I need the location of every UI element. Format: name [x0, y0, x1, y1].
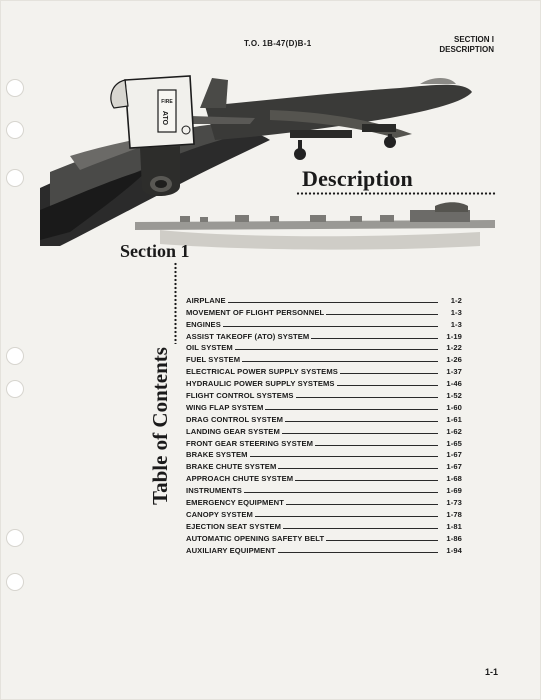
toc-entry-label: APPROACH CHUTE SYSTEM: [186, 474, 294, 484]
toc-entry: [186, 436, 462, 448]
toc-entry-label: WING FLAP SYSTEM: [186, 402, 264, 412]
table-of-contents: [186, 293, 462, 555]
section-header-line: SECTION I: [453, 35, 494, 44]
toc-entry-page: 1-81: [446, 521, 462, 531]
section-title: Section 1: [120, 241, 190, 261]
toc-entry-leader: [337, 385, 438, 386]
toc-entry: [186, 376, 462, 388]
toc-entry: [186, 531, 462, 543]
toc-entry-page: 1-19: [446, 331, 462, 341]
toc-entry: [186, 305, 462, 317]
toc-entry-label: DRAG CONTROL SYSTEM: [186, 414, 284, 424]
toc-entry: [186, 293, 462, 305]
toc-entry: [186, 424, 462, 436]
toc-entry-page: 1-94: [446, 545, 462, 555]
section-header-name: DESCRIPTION: [439, 45, 494, 54]
binder-hole: [6, 529, 24, 547]
toc-entry-page: 1-52: [446, 391, 462, 401]
toc-entry-label: ELECTRICAL POWER SUPPLY SYSTEMS: [186, 367, 338, 377]
toc-entry: [186, 412, 462, 424]
toc-entry-leader: [282, 433, 438, 434]
toc-entry-leader: [278, 552, 438, 553]
toc-entry-label: EJECTION SEAT SYSTEM: [186, 521, 282, 531]
toc-entry: [186, 400, 462, 412]
toc-entry-label: AUXILIARY EQUIPMENT: [186, 545, 276, 555]
toc-entry: [186, 459, 462, 471]
toc-entry-leader: [340, 373, 438, 374]
binder-hole: [6, 121, 24, 139]
toc-entry-page: 1-78: [446, 509, 462, 519]
toc-entry: [186, 483, 462, 495]
toc-entry-page: 1-67: [446, 462, 462, 472]
toc-entry-leader: [244, 492, 438, 493]
toc-entry-leader: [278, 468, 438, 469]
toc-entry-label: FUEL SYSTEM: [186, 355, 241, 365]
toc-entry-leader: [250, 456, 438, 457]
toc-entry-leader: [326, 540, 438, 541]
toc-entry-label: AIRPLANE: [186, 295, 226, 305]
toc-entry-leader: [255, 516, 438, 517]
toc-entry-label: CANOPY SYSTEM: [186, 509, 253, 519]
toc-entry-page: 1-86: [446, 533, 462, 543]
toc-entry-leader: [326, 314, 438, 315]
toc-entry: [186, 352, 462, 364]
rocket-marking: ATO: [161, 110, 168, 126]
aircraft-illustration: [40, 60, 500, 260]
toc-entry-label: BRAKE SYSTEM: [186, 450, 248, 460]
document-number: T.O. 1B-47(D)B-1: [244, 39, 312, 48]
binder-hole: [6, 79, 24, 97]
page-title: Description: [302, 166, 413, 191]
toc-entry-label: AUTOMATIC OPENING SAFETY BELT: [186, 533, 325, 543]
toc-entry: [186, 448, 462, 460]
toc-entry-page: 1-3: [450, 319, 462, 329]
toc-entry-leader: [283, 528, 438, 529]
toc-entry-page: 1-65: [446, 438, 462, 448]
toc-entry-label: OIL SYSTEM: [186, 343, 233, 353]
toc-heading: Table of Contents: [148, 347, 172, 505]
title-dotted-rule: [296, 192, 496, 195]
toc-entry-label: BRAKE CHUTE SYSTEM: [186, 462, 277, 472]
toc-entry-label: EMERGENCY EQUIPMENT: [186, 498, 284, 508]
toc-entry-label: FRONT GEAR STEERING SYSTEM: [186, 438, 314, 448]
toc-entry-page: 1-22: [446, 343, 462, 353]
toc-entry-page: 1-46: [446, 379, 462, 389]
section-header: [439, 35, 494, 55]
toc-entry-label: ENGINES: [186, 319, 221, 329]
toc-entry-page: 1-61: [446, 414, 462, 424]
toc-entry: [186, 519, 462, 531]
toc-entry-page: 1-60: [446, 402, 462, 412]
page-number: 1-1: [484, 667, 498, 677]
toc-entry-page: 1-37: [446, 367, 462, 377]
toc-entry-label: HYDRAULIC POWER SUPPLY SYSTEMS: [186, 379, 335, 389]
toc-entry-page: 1-26: [446, 355, 462, 365]
toc-entry-page: 1-3: [450, 307, 462, 317]
toc-entry-leader: [311, 338, 438, 339]
toc-dotted-rule: [174, 262, 177, 344]
rocket-marking-small: FIRE: [161, 99, 173, 105]
toc-entry-page: 1-69: [446, 486, 462, 496]
toc-entry: [186, 471, 462, 483]
toc-entry-leader: [228, 302, 438, 303]
toc-entry-leader: [223, 326, 438, 327]
toc-entry-label: FLIGHT CONTROL SYSTEMS: [186, 391, 294, 401]
toc-entry: [186, 388, 462, 400]
toc-entry: [186, 495, 462, 507]
toc-entry-leader: [286, 504, 438, 505]
toc-entry-page: 1-73: [446, 498, 462, 508]
toc-entry: [186, 317, 462, 329]
toc-entry: [186, 543, 462, 555]
toc-entry-leader: [295, 480, 438, 481]
toc-entry-leader: [285, 421, 438, 422]
toc-entry-label: MOVEMENT OF FLIGHT PERSONNEL: [186, 307, 325, 317]
binder-hole: [6, 573, 24, 591]
toc-entry-leader: [265, 409, 438, 410]
binder-hole: [6, 380, 24, 398]
toc-entry-leader: [235, 349, 438, 350]
toc-entry-leader: [315, 445, 438, 446]
binder-hole: [6, 347, 24, 365]
binder-hole: [6, 169, 24, 187]
toc-entry: [186, 329, 462, 341]
toc-entry-leader: [296, 397, 438, 398]
toc-entry-label: LANDING GEAR SYSTEM: [186, 426, 280, 436]
toc-entry-label: INSTRUMENTS: [186, 486, 242, 496]
toc-entry-label: ASSIST TAKEOFF (ATO) SYSTEM: [186, 331, 310, 341]
toc-entry: [186, 364, 462, 376]
toc-entry-page: 1-68: [446, 474, 462, 484]
toc-entry: [186, 341, 462, 353]
toc-entry-page: 1-2: [450, 295, 462, 305]
toc-entry-page: 1-67: [446, 450, 462, 460]
toc-entry: [186, 507, 462, 519]
toc-entry-page: 1-62: [446, 426, 462, 436]
toc-entry-leader: [242, 361, 438, 362]
